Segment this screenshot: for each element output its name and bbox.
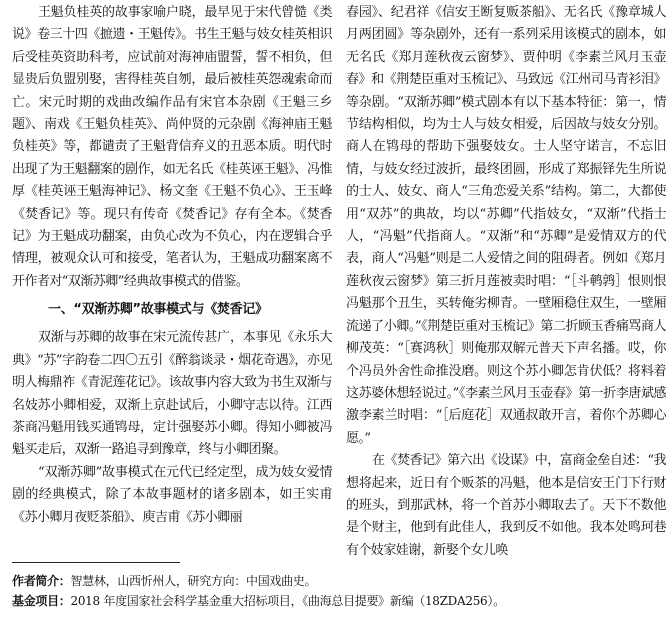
footnote-divider [12,562,180,563]
left-text-column [12,2,332,529]
author-note-label: 作者简介： [12,574,71,588]
body-paragraph: 双渐与苏卿的故事在宋元流传甚广，本事见《永乐大典》“苏”字韵卷二四〇五引《醉翁谈录・烟花奇遇》，亦见明人梅鼎祚《青泥莲花记》。该故事内容大致为书生双渐与名妓苏小卿相爱，双渐上京赴试后，小卿守志以待。江西茶商冯魁用钱买通鸨母，定计强娶苏小卿。得知小卿被冯魁买走后，双渐一路追寻到豫章，终与小卿团聚。 [12,330,332,458]
body-paragraph: 在《焚香记》第六出《设谋》中，富商金垒自述：“我想将起来，近日有个贩茶的冯魁，他本是信安王门下行财的班头，到那武林，将一个首苏小卿取去了。天下不数他是个财主，他到有此佳人，我到反不如他。我本处鸣珂巷有个妓家娃谢，新娶个女儿唤 [346,453,666,558]
author-note-text: 智慧林，山西忻州人，研究方向：中国戏曲史。 [70,574,317,588]
body-paragraph: “双渐苏卿”故事模式在元代已经定型，成为妓女爱情剧的经典模式，除了本故事题材的诸多剧本，如王实甫《苏小卿月夜贬茶船》、庾吉甫《苏小卿丽 [12,464,332,525]
footnotes [12,571,662,611]
right-text-column [346,2,666,562]
intro-paragraph: 王魁负桂英的故事家喻户晓，最早见于宋代曾慥《类说》卷三十四《摭遗・王魁传》。书生王魁与妓女桂英相识后受桂英资助科考，应试前对海神庙盟誓，誓不相负，但显贵后负盟别娶，害得桂英自刎，最后被桂英怨魂索命而亡。宋元时期的戏曲改编作品有宋官本杂剧《王魁三乡题》、南戏《王魁负桂英》、尚仲贤的元杂剧《海神庙王魁负桂英》等，都谴责了王魁背信弃义的丑恶本质。明代时出现了为王魁翻案的剧作，如无名氏《桂英诬王魁》、冯惟厚《桂英诬王魁海神记》、杨文奎《王魁不负心》、王玉峰《焚香记》等。现只有传奇《焚香记》存有全本。《焚香记》为王魁成功翻案，由负心改为不负心，内在逻辑合乎情理，被观众认可和接受，笔者认为，王魁成功翻案离不开作者对“双渐苏卿”经典故事模式的借鉴。 [12,5,332,289]
continued-paragraph: 春园》、纪君祥《信安王断复贩茶船》、无名氏《豫章城人月两团圆》等杂剧外，还有一系列采用该模式的剧本，如无名氏《郑月莲秋夜云窗梦》、贾仲明《李素兰风月玉壶春》和《荆楚臣重对玉梳记》、马致远《江州司马青衫泪》等杂剧。“双渐苏卿”模式剧本有以下基本特征：第一，情节结构相似，均为士人与妓女相爱，后因故与妓女分别。商人在鸨母的帮助下强娶妓女。士人坚守诺言，不忘旧情，与妓女经过波折，最终团圆，形成了郑振铎先生所说的士人、妓女、商人“三角恋爱关系”结构。第二，大都使用“双苏”的典故，均以“苏卿”代指妓女，“双渐”代指士人，“冯魁”代指商人。“双渐”和“苏卿”是爱情双方的代表，商人“冯魁”则是二人爱情之间的阻碍者。例如《郑月莲秋夜云窗梦》第三折月莲被卖时唱：“［斗鹌鹑］恨则恨冯魁那个丑生，买转俺劣柳青。一壁厢稳住双生，一壁厢流递了小卿。”《荆楚臣重对玉梳记》第二折顾玉香痛骂商人柳茂英：“［赛鸿秋］则俺那双解元普天下声名播。哎，你个冯员外舍性命推没磨。则这个苏小卿怎肯伏低？将料着这苏婆休想轻说过。”《李素兰风月玉壶春》第一折李唐斌感激李素兰时唱：“［后庭花］双通叔敢开言，着你个苏卿心愿。” [346,5,666,446]
author-note [12,571,662,591]
section-heading: 一、“双渐苏卿”故事模式与《焚香记》 [48,302,268,318]
fund-note-label: 基金项目： [12,594,71,608]
fund-note [12,591,662,611]
fund-note-text: 2018 年度国家社会科学基金重大招标项目，《曲海总目提要》新编（18ZDA256）。 [70,594,505,608]
